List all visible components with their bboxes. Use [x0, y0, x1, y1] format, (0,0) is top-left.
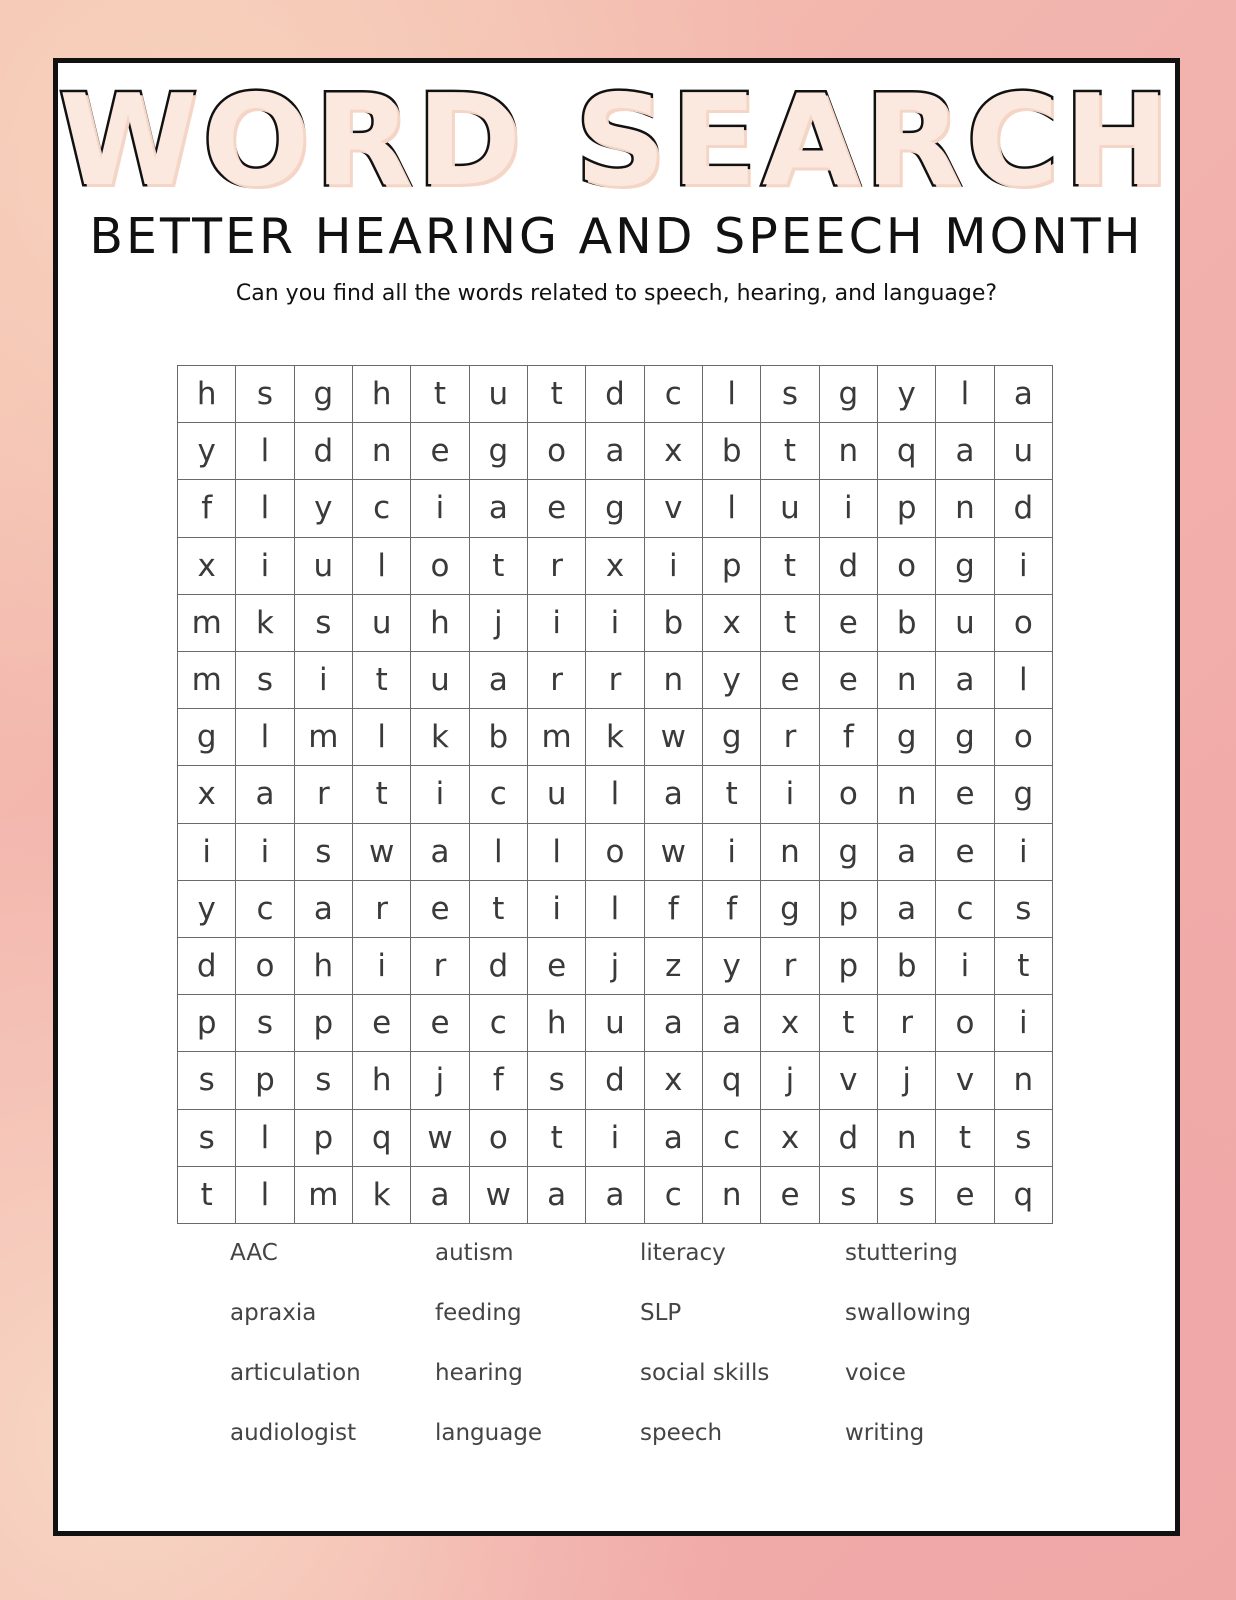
- grid-cell[interactable]: p: [295, 1110, 353, 1167]
- grid-cell[interactable]: n: [761, 824, 819, 881]
- grid-cell[interactable]: s: [236, 995, 294, 1052]
- grid-cell[interactable]: e: [936, 824, 994, 881]
- grid-cell[interactable]: y: [878, 366, 936, 423]
- grid-cell[interactable]: u: [528, 766, 586, 823]
- grid-cell[interactable]: l: [586, 881, 644, 938]
- grid-cell[interactable]: s: [528, 1052, 586, 1109]
- grid-cell[interactable]: a: [936, 423, 994, 480]
- grid-cell[interactable]: k: [586, 709, 644, 766]
- grid-cell[interactable]: u: [411, 652, 469, 709]
- word-list-item: apraxia: [230, 1300, 317, 1326]
- grid-cell[interactable]: s: [178, 1052, 236, 1109]
- grid-cell[interactable]: t: [820, 995, 878, 1052]
- grid-cell[interactable]: y: [703, 938, 761, 995]
- grid-cell[interactable]: d: [586, 1052, 644, 1109]
- grid-cell[interactable]: t: [411, 366, 469, 423]
- grid-cell[interactable]: k: [353, 1167, 411, 1224]
- grid-cell[interactable]: s: [295, 1052, 353, 1109]
- grid-cell[interactable]: v: [936, 1052, 994, 1109]
- grid-cell[interactable]: d: [995, 480, 1053, 537]
- word-list-item: language: [435, 1420, 543, 1446]
- grid-cell[interactable]: t: [936, 1110, 994, 1167]
- grid-cell[interactable]: r: [761, 938, 819, 995]
- grid-cell[interactable]: n: [878, 652, 936, 709]
- grid-cell[interactable]: k: [236, 595, 294, 652]
- word-list-item: literacy: [640, 1240, 726, 1266]
- grid-cell[interactable]: c: [703, 1110, 761, 1167]
- grid-cell[interactable]: l: [236, 423, 294, 480]
- grid-cell[interactable]: c: [645, 366, 703, 423]
- grid-cell[interactable]: a: [586, 423, 644, 480]
- grid-cell[interactable]: i: [236, 538, 294, 595]
- grid-cell[interactable]: b: [470, 709, 528, 766]
- grid-cell[interactable]: u: [995, 423, 1053, 480]
- grid-cell[interactable]: t: [703, 766, 761, 823]
- grid-cell[interactable]: c: [936, 881, 994, 938]
- grid-cell[interactable]: t: [470, 881, 528, 938]
- grid-cell[interactable]: d: [820, 1110, 878, 1167]
- letter-grid: [177, 365, 1053, 1224]
- grid-cell[interactable]: s: [295, 595, 353, 652]
- grid-cell[interactable]: i: [936, 938, 994, 995]
- grid-cell[interactable]: r: [878, 995, 936, 1052]
- grid-cell[interactable]: o: [470, 1110, 528, 1167]
- grid-cell[interactable]: n: [878, 1110, 936, 1167]
- grid-cell[interactable]: c: [470, 766, 528, 823]
- grid-cell[interactable]: m: [295, 1167, 353, 1224]
- grid-cell[interactable]: c: [645, 1167, 703, 1224]
- grid-cell[interactable]: t: [995, 938, 1053, 995]
- grid-cell[interactable]: g: [820, 824, 878, 881]
- grid-cell[interactable]: i: [645, 538, 703, 595]
- grid-cell[interactable]: s: [236, 366, 294, 423]
- grid-cell[interactable]: u: [470, 366, 528, 423]
- word-list: [230, 1238, 1050, 1478]
- grid-cell[interactable]: l: [353, 709, 411, 766]
- grid-cell[interactable]: a: [586, 1167, 644, 1224]
- grid-cell[interactable]: k: [411, 709, 469, 766]
- page-subtitle: BETTER HEARING AND SPEECH MONTH: [89, 208, 1144, 265]
- grid-cell[interactable]: r: [586, 652, 644, 709]
- grid-cell[interactable]: u: [936, 595, 994, 652]
- grid-cell[interactable]: s: [295, 824, 353, 881]
- grid-cell[interactable]: f: [470, 1052, 528, 1109]
- grid-cell[interactable]: j: [586, 938, 644, 995]
- grid-cell[interactable]: d: [586, 366, 644, 423]
- grid-cell[interactable]: i: [295, 652, 353, 709]
- grid-cell[interactable]: q: [353, 1110, 411, 1167]
- grid-cell[interactable]: l: [528, 824, 586, 881]
- grid-cell[interactable]: i: [528, 595, 586, 652]
- grid-cell[interactable]: w: [470, 1167, 528, 1224]
- grid-cell[interactable]: d: [470, 938, 528, 995]
- grid-cell[interactable]: i: [995, 824, 1053, 881]
- grid-cell[interactable]: x: [178, 538, 236, 595]
- grid-cell[interactable]: l: [470, 824, 528, 881]
- grid-cell[interactable]: b: [645, 595, 703, 652]
- grid-cell[interactable]: q: [995, 1167, 1053, 1224]
- grid-cell[interactable]: e: [411, 995, 469, 1052]
- grid-cell[interactable]: t: [353, 766, 411, 823]
- grid-cell[interactable]: i: [586, 1110, 644, 1167]
- grid-cell[interactable]: n: [995, 1052, 1053, 1109]
- grid-cell[interactable]: r: [353, 881, 411, 938]
- grid-cell[interactable]: w: [645, 824, 703, 881]
- page-title: WORD SEARCH: [58, 67, 1175, 214]
- grid-cell[interactable]: x: [586, 538, 644, 595]
- grid-cell[interactable]: g: [761, 881, 819, 938]
- grid-cell[interactable]: f: [820, 709, 878, 766]
- grid-cell[interactable]: r: [528, 652, 586, 709]
- grid-cell[interactable]: t: [761, 595, 819, 652]
- grid-cell[interactable]: l: [236, 1167, 294, 1224]
- grid-cell[interactable]: a: [295, 881, 353, 938]
- grid-cell[interactable]: o: [820, 766, 878, 823]
- grid-cell[interactable]: d: [295, 423, 353, 480]
- grid-cell[interactable]: e: [411, 881, 469, 938]
- grid-cell[interactable]: a: [645, 995, 703, 1052]
- grid-cell[interactable]: a: [411, 1167, 469, 1224]
- grid-cell[interactable]: i: [761, 766, 819, 823]
- grid-cell[interactable]: x: [761, 995, 819, 1052]
- grid-cell[interactable]: c: [470, 995, 528, 1052]
- grid-cell[interactable]: r: [528, 538, 586, 595]
- grid-cell[interactable]: f: [645, 881, 703, 938]
- grid-cell[interactable]: s: [995, 881, 1053, 938]
- word-list-item: stuttering: [845, 1240, 958, 1266]
- grid-cell[interactable]: h: [528, 995, 586, 1052]
- grid-cell[interactable]: u: [761, 480, 819, 537]
- grid-cell[interactable]: d: [820, 538, 878, 595]
- grid-cell[interactable]: p: [236, 1052, 294, 1109]
- grid-cell[interactable]: q: [703, 1052, 761, 1109]
- grid-cell[interactable]: l: [703, 366, 761, 423]
- grid-cell[interactable]: f: [703, 881, 761, 938]
- grid-cell[interactable]: h: [295, 938, 353, 995]
- grid-cell[interactable]: w: [353, 824, 411, 881]
- grid-cell[interactable]: o: [995, 709, 1053, 766]
- grid-cell[interactable]: w: [411, 1110, 469, 1167]
- grid-cell[interactable]: d: [178, 938, 236, 995]
- grid-cell[interactable]: l: [995, 652, 1053, 709]
- grid-cell[interactable]: a: [645, 766, 703, 823]
- grid-cell[interactable]: f: [178, 480, 236, 537]
- grid-cell[interactable]: x: [645, 1052, 703, 1109]
- grid-cell[interactable]: v: [820, 1052, 878, 1109]
- grid-cell[interactable]: g: [878, 709, 936, 766]
- grid-cell[interactable]: g: [703, 709, 761, 766]
- grid-cell[interactable]: b: [878, 938, 936, 995]
- grid-cell[interactable]: e: [353, 995, 411, 1052]
- grid-cell[interactable]: s: [820, 1167, 878, 1224]
- grid-cell[interactable]: a: [236, 766, 294, 823]
- grid-cell[interactable]: e: [820, 595, 878, 652]
- grid-cell[interactable]: o: [995, 595, 1053, 652]
- grid-cell[interactable]: l: [236, 709, 294, 766]
- grid-cell[interactable]: x: [761, 1110, 819, 1167]
- word-list-item: speech: [640, 1420, 723, 1446]
- worksheet: [53, 58, 1180, 1536]
- grid-cell[interactable]: h: [353, 1052, 411, 1109]
- word-list-item: feeding: [435, 1300, 522, 1326]
- grid-cell[interactable]: t: [353, 652, 411, 709]
- grid-cell[interactable]: i: [178, 824, 236, 881]
- grid-cell[interactable]: m: [295, 709, 353, 766]
- grid-cell[interactable]: s: [761, 366, 819, 423]
- grid-cell[interactable]: a: [411, 824, 469, 881]
- grid-cell[interactable]: i: [703, 824, 761, 881]
- grid-cell[interactable]: t: [528, 366, 586, 423]
- grid-cell[interactable]: a: [528, 1167, 586, 1224]
- grid-cell[interactable]: j: [470, 595, 528, 652]
- grid-cell[interactable]: i: [411, 480, 469, 537]
- grid-cell[interactable]: o: [878, 538, 936, 595]
- grid-cell[interactable]: c: [236, 881, 294, 938]
- grid-cell[interactable]: a: [470, 652, 528, 709]
- grid-cell[interactable]: n: [878, 766, 936, 823]
- grid-cell[interactable]: r: [295, 766, 353, 823]
- grid-cell[interactable]: u: [586, 995, 644, 1052]
- grid-cell[interactable]: i: [236, 824, 294, 881]
- word-list-item: SLP: [640, 1300, 682, 1326]
- grid-cell[interactable]: z: [645, 938, 703, 995]
- word-list-item: articulation: [230, 1360, 361, 1386]
- grid-cell[interactable]: y: [295, 480, 353, 537]
- grid-cell[interactable]: e: [528, 480, 586, 537]
- grid-cell[interactable]: g: [178, 709, 236, 766]
- grid-cell[interactable]: m: [178, 595, 236, 652]
- grid-cell[interactable]: n: [645, 652, 703, 709]
- word-list-item: autism: [435, 1240, 514, 1266]
- grid-cell[interactable]: o: [528, 423, 586, 480]
- grid-cell[interactable]: i: [353, 938, 411, 995]
- grid-cell[interactable]: h: [353, 366, 411, 423]
- grid-cell[interactable]: s: [236, 652, 294, 709]
- grid-cell[interactable]: n: [353, 423, 411, 480]
- grid-cell[interactable]: a: [645, 1110, 703, 1167]
- grid-cell[interactable]: e: [820, 652, 878, 709]
- grid-cell[interactable]: y: [178, 881, 236, 938]
- grid-cell[interactable]: a: [703, 995, 761, 1052]
- grid-cell[interactable]: i: [820, 480, 878, 537]
- grid-cell[interactable]: l: [936, 366, 994, 423]
- grid-cell[interactable]: l: [586, 766, 644, 823]
- grid-cell[interactable]: t: [761, 538, 819, 595]
- word-list-item: audiologist: [230, 1420, 357, 1446]
- grid-cell[interactable]: g: [295, 366, 353, 423]
- grid-cell[interactable]: a: [995, 366, 1053, 423]
- grid-cell[interactable]: g: [936, 538, 994, 595]
- grid-cell[interactable]: e: [936, 766, 994, 823]
- word-list-item: swallowing: [845, 1300, 972, 1326]
- word-list-item: social skills: [640, 1360, 770, 1386]
- grid-cell[interactable]: a: [878, 881, 936, 938]
- grid-cell[interactable]: h: [411, 595, 469, 652]
- grid-cell[interactable]: g: [470, 423, 528, 480]
- grid-cell[interactable]: y: [703, 652, 761, 709]
- grid-cell[interactable]: p: [878, 480, 936, 537]
- word-list-item: hearing: [435, 1360, 523, 1386]
- word-list-item: writing: [845, 1420, 925, 1446]
- grid-cell[interactable]: a: [936, 652, 994, 709]
- grid-cell[interactable]: e: [411, 423, 469, 480]
- grid-cell[interactable]: x: [645, 423, 703, 480]
- grid-cell[interactable]: e: [761, 652, 819, 709]
- grid-cell[interactable]: l: [703, 480, 761, 537]
- grid-cell[interactable]: l: [236, 480, 294, 537]
- grid-cell[interactable]: t: [528, 1110, 586, 1167]
- grid-cell[interactable]: s: [178, 1110, 236, 1167]
- grid-cell[interactable]: t: [178, 1167, 236, 1224]
- grid-cell[interactable]: s: [995, 1110, 1053, 1167]
- grid-cell[interactable]: g: [995, 766, 1053, 823]
- grid-cell[interactable]: p: [820, 881, 878, 938]
- grid-cell[interactable]: n: [703, 1167, 761, 1224]
- grid-cell[interactable]: j: [411, 1052, 469, 1109]
- grid-cell[interactable]: u: [353, 595, 411, 652]
- grid-cell[interactable]: t: [470, 538, 528, 595]
- grid-cell[interactable]: o: [586, 824, 644, 881]
- grid-cell[interactable]: h: [178, 366, 236, 423]
- grid-cell[interactable]: i: [411, 766, 469, 823]
- grid-cell[interactable]: j: [878, 1052, 936, 1109]
- grid-cell[interactable]: t: [761, 423, 819, 480]
- grid-cell[interactable]: b: [878, 595, 936, 652]
- grid-cell[interactable]: j: [761, 1052, 819, 1109]
- grid-cell[interactable]: q: [878, 423, 936, 480]
- grid-cell[interactable]: y: [178, 423, 236, 480]
- grid-cell[interactable]: r: [761, 709, 819, 766]
- grid-cell[interactable]: c: [353, 480, 411, 537]
- grid-cell[interactable]: p: [703, 538, 761, 595]
- grid-cell[interactable]: m: [528, 709, 586, 766]
- grid-cell[interactable]: n: [820, 423, 878, 480]
- grid-cell[interactable]: m: [178, 652, 236, 709]
- grid-cell[interactable]: p: [178, 995, 236, 1052]
- word-list-item: AAC: [230, 1240, 278, 1266]
- grid-cell[interactable]: a: [878, 824, 936, 881]
- grid-cell[interactable]: o: [936, 995, 994, 1052]
- grid-cell[interactable]: w: [645, 709, 703, 766]
- grid-cell[interactable]: o: [236, 938, 294, 995]
- grid-cell[interactable]: i: [995, 538, 1053, 595]
- grid-cell[interactable]: g: [820, 366, 878, 423]
- grid-cell[interactable]: x: [703, 595, 761, 652]
- grid-cell[interactable]: x: [178, 766, 236, 823]
- grid-cell[interactable]: r: [411, 938, 469, 995]
- grid-cell[interactable]: e: [936, 1167, 994, 1224]
- grid-cell[interactable]: i: [586, 595, 644, 652]
- grid-cell[interactable]: o: [411, 538, 469, 595]
- grid-cell[interactable]: u: [295, 538, 353, 595]
- grid-cell[interactable]: i: [528, 881, 586, 938]
- word-list-item: voice: [845, 1360, 906, 1386]
- grid-cell[interactable]: n: [936, 480, 994, 537]
- grid-cell[interactable]: s: [878, 1167, 936, 1224]
- grid-cell[interactable]: v: [645, 480, 703, 537]
- grid-cell[interactable]: a: [470, 480, 528, 537]
- grid-cell[interactable]: b: [703, 423, 761, 480]
- grid-cell[interactable]: p: [295, 995, 353, 1052]
- grid-cell[interactable]: g: [936, 709, 994, 766]
- grid-cell[interactable]: l: [353, 538, 411, 595]
- grid-cell[interactable]: p: [820, 938, 878, 995]
- grid-cell[interactable]: e: [528, 938, 586, 995]
- grid-cell[interactable]: l: [236, 1110, 294, 1167]
- grid-cell[interactable]: g: [586, 480, 644, 537]
- grid-cell[interactable]: e: [761, 1167, 819, 1224]
- instructions: Can you find all the words related to speech, hearing, and language?: [235, 281, 998, 306]
- grid-cell[interactable]: i: [995, 995, 1053, 1052]
